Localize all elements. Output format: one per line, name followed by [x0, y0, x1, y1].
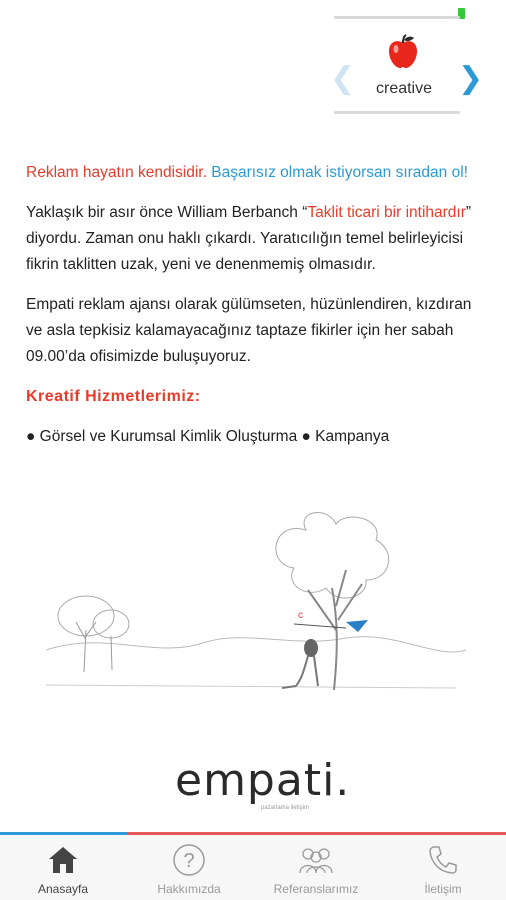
- tab-references-label: Referanslarımız: [273, 882, 359, 896]
- svg-text:c: c: [298, 610, 303, 621]
- tab-home[interactable]: [0, 838, 126, 900]
- history-paragraph: [26, 200, 486, 278]
- tab-about[interactable]: [126, 838, 252, 900]
- bottom-tab-bar: [0, 832, 506, 900]
- intro-red-text: Reklam hayatın kendisidir.: [26, 164, 207, 181]
- intro-blue-text: Başarısız olmak istiyorsan sıradan ol!: [211, 164, 468, 181]
- phone-icon: [426, 842, 460, 878]
- tab-references[interactable]: [253, 838, 379, 900]
- people-icon: [296, 842, 336, 878]
- question-icon: [171, 842, 207, 878]
- category-carousel[interactable]: [330, 16, 484, 114]
- services-list: ● Görsel ve Kurumsal Kimlik Oluşturma ● Kampanya: [26, 428, 390, 445]
- tree-illustration: [46, 510, 466, 710]
- history-text-start: Yaklaşık bir asır önce William Berbanch “: [26, 204, 308, 221]
- carousel-next-arrow-icon[interactable]: ❯: [458, 61, 484, 96]
- services-title: Kreatif Hizmetlerimiz:: [26, 388, 201, 405]
- apple-icon: [386, 34, 420, 70]
- svg-text:?: ?: [183, 850, 195, 872]
- tab-home-label: Anasayfa: [37, 882, 89, 896]
- active-tab-indicator: [0, 832, 127, 835]
- tab-contact[interactable]: [380, 838, 506, 900]
- carousel-prev-arrow-icon[interactable]: ❮: [330, 61, 356, 96]
- tab-about-label: Hakkımızda: [157, 882, 221, 896]
- carousel-bottom-divider: [334, 111, 460, 114]
- history-text-end: ” diyordu. Zaman onu haklı çıkardı. Yaratıcılığın temel belirleyicisi fikrin taklitten uzak, yeni ve denenmemiş olmasıdır.: [26, 204, 472, 273]
- home-icon: [46, 842, 80, 878]
- agency-paragraph: Empati reklam ajansı olarak gülümseten, hüzünlendiren, kızdıran ve asla tepkisiz kalamayacağınız taptaze fikirler için her sabah 09.00’da ofisimizde buluşuyoruz.: [26, 296, 472, 365]
- carousel-top-divider: [334, 16, 460, 19]
- empati-logo: [175, 755, 351, 815]
- tab-contact-label: İletişim: [424, 882, 462, 896]
- logo-wordmark: empati.: [175, 755, 351, 806]
- intro-paragraph: [26, 160, 486, 186]
- logo-tagline: pazarlama iletişim: [261, 805, 310, 811]
- main-content: [26, 160, 486, 450]
- carousel-label: creative: [375, 80, 433, 97]
- quote-text: Taklit ticari bir intihardır: [307, 204, 466, 221]
